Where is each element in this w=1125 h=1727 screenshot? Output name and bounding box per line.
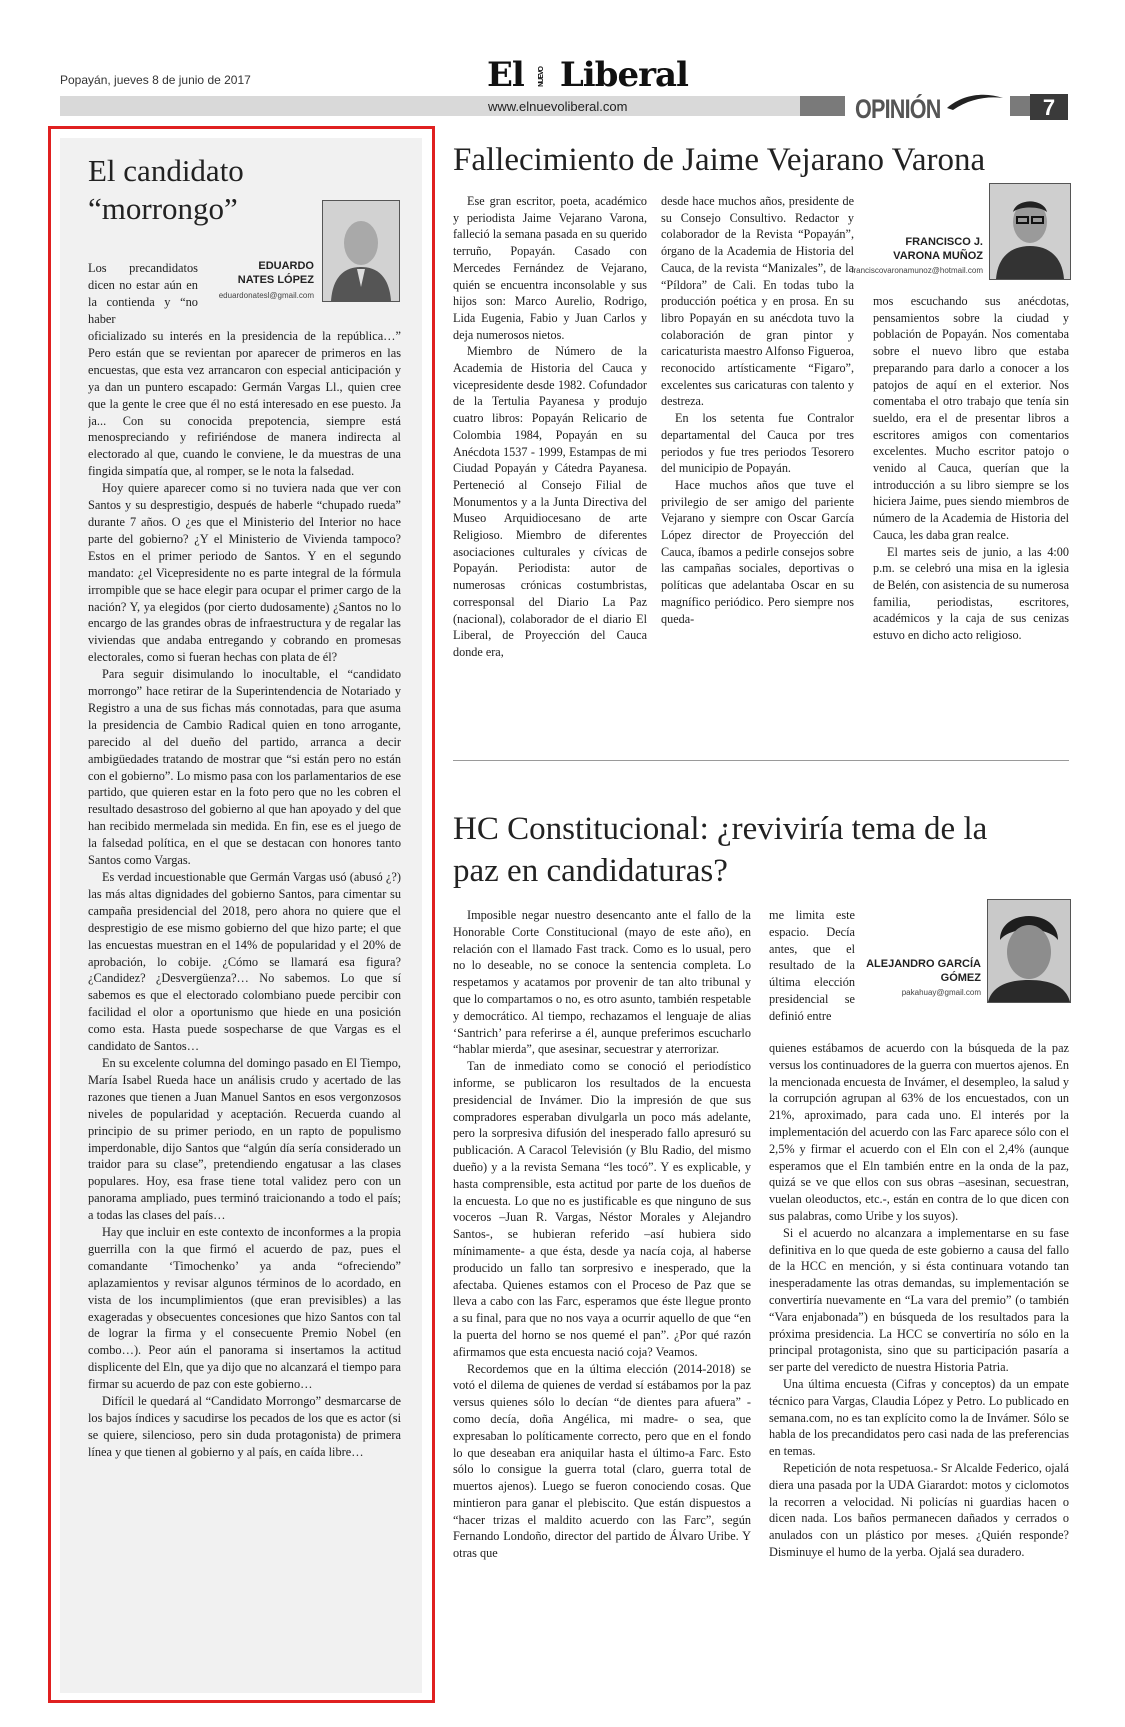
logo-el: El — [487, 55, 524, 95]
bottom-article-title: HC Constitucional: ¿reviviría tema de la paz en candidaturas? — [453, 811, 988, 889]
bottom-article-col2 — [769, 1040, 1069, 1561]
body-paragraph: Hay que incluir en este contexto de inconformes a la propia guerrilla con la que firmó el acuerdo de paz, pues el comandante ‘Timochenko’ ya anda “ofreciendo” aplazamientos y revisar algunos términos de lo acordado, en vista de los incumplimientos (que eran previsibles) a las exageradas y obsecuentes concesiones que hizo Santos con tal de lograr la firma y el consecuente Premio Nobel (en combo…). Peor aún el panorama si insertamos la actitud displicente del Eln, que ya dijo que no alcanzará el tiempo para firmar su acuerdo de paz con este gobierno… — [88, 1225, 401, 1392]
top-article-col1 — [453, 193, 647, 661]
body-paragraph: Repetición de nota respetuosa.- Sr Alcalde Federico, ojalá diera una pasada por la UDA Giarardot: motos y ciclomotos la recorren a velocidad. Ni policías ni guardias hacen o dicen nada. Los baños permanecen dañados y cerrados o anulados con un plástico por meses. ¿Quién responde? Disminuye el humo de la yerba. Ojalá sea duradero. — [769, 1460, 1069, 1559]
top-article-col2 — [661, 193, 854, 627]
author-email-eduardo: eduardonatesl@gmail.com — [218, 291, 314, 300]
body-paragraph: Difícil le quedará al “Candidato Morrongo” desmarcarse de los bajos índices y sacudirse los pecados de los que es actor (si se quiere, silencioso, pero sin duda protagonista) de primera línea y que tienen al gobierno y al país, en caída libre… — [88, 1394, 401, 1459]
logo-nuevo: NUEVO — [537, 67, 545, 87]
top-article-title: Fallecimiento de Jaime Vejarano Varona — [453, 142, 986, 178]
author-photo-francisco — [989, 183, 1071, 280]
left-article-lead — [88, 260, 198, 328]
lead-continued: oficializado su interés en la presidencia de la república…” Pero están que se revientan por aparecer de primeros en las encuestas, que esta vez arrancaron con especial anticipación y ya dan un puntero escapado: Germán Vargas Ll., quien cree que la gente le cree que él no está interesado en ese puesto. Ja ja... Con su conocida prepotencia, siempre está menospreciando y refiriéndose de manera indirecta al electorado al que, cuando le conviene, le da muestras de una fingida simpatía que, al romper, se le nota la falsedad. — [88, 329, 401, 479]
author-name-eduardo — [200, 259, 314, 287]
author-line1: ALEJANDRO GARCÍA — [866, 958, 981, 970]
section-label: OPINIÓN — [855, 94, 941, 124]
author-name-alejandro — [865, 957, 981, 985]
author-name-francisco — [868, 235, 983, 263]
body-paragraph: quienes estábamos de acuerdo con la búsqueda de la paz versus los continuadores de la guerra con muertos ajenos. En la mencionada encuesta de Invámer, el desempleo, la salud y la corrupción agrupan al 63% de los encuestados, con un 21%, aproximado, para cada uno. El interés por la implementación del acuerdo con las Farc aparece sólo con el 2,5% y firmar el acuerdo con el Eln con el 2,4% (aunque esperamos que el Eln también entre en la onda de la paz, quizá se ve que ellos con sus obras –asesinan, secuestran, vuelan oleoductos, etc.-, están en contra de lo que dicen con sus palabras, como Uribe y los suyos). — [769, 1041, 1069, 1223]
author-email-francisco: franciscovaronamunoz@hotmail.com — [851, 266, 983, 275]
body-paragraph: desde hace muchos años, presidente de su Consejo Consultivo. Redactor y colaborador de la Revista “Popayán”, órgano de la Academia de Historia del Cauca, de la revista “Manizales”, de la “Píldora” de Cali. En todas tubo la producción poética y en prosa. En su libro Popayán en su anécdota tuvo la colaboración de gran pintor y caricaturista maestro Alfonso Figueroa, reconocido artísticamente “Figaro”, excelentes sus caricaturas con talento y destreza. — [661, 194, 854, 409]
bottom-article-col1 — [453, 907, 751, 1562]
body-paragraph: Para seguir disimulando lo inocultable, el “candidato morrongo” hace retirar de la Superintendencia de Notariado y Registro a una de sus fichas más connotadas, para que asuma la presidencia de Cambio Radical quien en tono arrogante, parecido al del dueño del partido, arranca a decir ambigüedades tratando de mostrar que “si están pero no están con el gobierno”. Lo mismo pasa con los parlamentarios de ese partido, que quieren estar en la foto pero que no les cobren el resultado desastroso del gobierno al que han apoyado y del que han recibido mermelada sin medida. En fin, ese es el juego de la falsedad política, en el que se destacan con honores tanto Santos como Vargas. — [88, 667, 401, 868]
body-paragraph: Recordemos que en la última elección (2014-2018) se votó el dilema de quienes de verdad sí estábamos por la paz versus quienes sólo lo decían “de dientes para afuera” -como decía, doña Angélica, mi madre- o sea, que expresaban lo políticamente correcto, pero que en el fondo lo que deseaban era aniquilar hasta el último-a Farc. Esto sólo lo consigue la guerra total (claro, guerra total de muertos ajenos). Luego se fueron conociendo cosas. Que mintieron para ganar el plebiscito. Que están dispuestos a “hacer trizas el maldito acuerdo con las Farc”, según Fernando Londoño, director del partido de Álvaro Uribe. Y otras que — [453, 1361, 751, 1561]
issue-date: Popayán, jueves 8 de junio de 2017 — [60, 73, 251, 87]
body-paragraph: Miembro de Número de la Academia de Historia del Cauca y vicepresidente desde 1982. Cofundador de la Tertulia Payanesa y produjo cuatro libros: Popayán Relicario de Colombia 1984, Popayán en su Anécdota 1537 - 1999, Estampas de mi Ciudad Popayán y Cátedra Payanesa. Perteneció al Consejo Filial de Monumentos y a la Junta Directiva del Museo Arquidiocesano de arte Religioso. Miembro de diferentes asociaciones culturales y cívicas de Popayán. Periodista: autor de numerosas crónicas costumbristas, corresponsal del Diario La Paz (nacional), colaborador de el diario El Liberal, de Proyección del Cauca donde era, — [453, 344, 647, 659]
body-paragraph: Ese gran escritor, poeta, académico y periodista Jaime Vejarano Varona, falleció la semana pasada en su querido terruño, Popayán. Casado con Mercedes Fernández de Vejarano, quién se encuentra inconsolable y sus hijos son: Marco Aurelio, Rodrigo, Lida Eugenia, Fabio y Juan Carlos y deja numerosos nietos. — [453, 194, 647, 342]
bottom-article-col2-top — [769, 907, 855, 1025]
author-photo-alejandro — [987, 899, 1071, 1003]
author-email-alejandro: pakahuay@gmail.com — [901, 988, 981, 997]
site-url: www.elnuevoliberal.com — [488, 99, 628, 114]
left-article-body — [88, 328, 401, 1680]
lead-paragraph: Los precandidatos dicen no estar aún en la contienda y “no haber — [88, 261, 198, 327]
page-number: 7 — [1042, 95, 1056, 120]
author-line2: GÓMEZ — [940, 972, 981, 984]
body-paragraph: En su excelente columna del domingo pasado en El Tiempo, María Isabel Rueda hace un análisis crudo y acertado de las razones que tienen a Juan Manuel Santos en esos vergonzosos niveles de popularidad y aceptación. Recuerda cuando al principio de su primer periodo, en un rapto de populismo imperdonable, dijo Santos que “algún día sería considerado un traidor para su clase”, pretendiendo engatusar a las clases populares. Hoy, esa frase tiene total validez pero con un panorama ampliado, pues terminó traicionando a todo el país; a todas las clases del país… — [88, 1055, 401, 1223]
body-paragraph: Una última encuesta (Cifras y conceptos) da un empate técnico para Vargas, Claudia López y Petro. Lo publicado en semana.com, no es tan explícito como la de Invámer. Sólo se habla de los precandidatos pero casi nada de las preferencias en temas. — [769, 1376, 1069, 1459]
author-line1: EDUARDO — [258, 260, 314, 272]
top-article-col3 — [873, 293, 1069, 644]
logo-liberal: Liberal — [559, 55, 688, 95]
newspaper-logo — [487, 55, 688, 95]
body-paragraph: Imposible negar nuestro desencanto ante el fallo de la Honorable Corte Constitucional (mayo de este año), en relación con el llamado Fast track. Como es lo usual, pero no lo deseable, no se conoce la sentencia completa. Lo respetamos y acatamos por provenir de tan alto tribunal y que lo compartamos o no, es otro asunto, también respetable y democrático. Al tiempo, rechazamos el lenguaje de alias ‘Santrich’ para referirse a él, aunque preferimos escucharlo “hablar mierda”, que asesinar, secuestrar y aterrorizar. — [453, 908, 751, 1057]
header-bar — [60, 96, 800, 116]
body-paragraph: Tan de inmediato como se conoció el periodístico informe, se publicaron los resultados de la encuesta presidencial de Invámer. Dio la impresión de que sus compradores esperaban divulgarla un poco más adelante, pero la sorpresiva difusión del inesperado fallo apresuró su publicación. A Caracol Televisión (y Blu Radio, del mismo dueño) y a la revista Semana “les tocó”. Y es explicable, y hasta comprensible, esta actitud por parte de los dueños de la encuesta. Lo que no es justificable es que ninguno de sus voceros –Juan R. Vargas, Néstor Morales y Alejandro Santos-, se hubieran referido –así hubiera sido mínimamente- a que ésta, desde ya nacía coja, al haberse producido un fallo tan sorpresivo e inesperado, que la afectaba. Quienes estamos con el Proceso de Paz que se lleva a cabo con las Farc, esperamos que éste llegue pronto a su final, para que no nos vaya a ocurrir aquello de que “en la puerta del horno se nos quemé el pan”. ¿Por qué razón afirmamos que esta encuesta nació coja? Veamos. — [453, 1059, 751, 1359]
body-paragraph: Hace muchos años que tuve el privilegio de ser amigo del pariente Vejarano y siempre con Oscar García López director de Proyección del Cauca, íbamos a pedirle consejos sobre las campañas sociales, deportivas o políticas que adelantaba Oscar en su magnífico periódico. Pero siempre nos queda- — [661, 477, 854, 626]
body-paragraph: mos escuchando sus anécdotas, pensamientos sobre la ciudad y población de Popayán. Nos comentaba sobre el nuevo libro que estaba preparando para darlo a conocer a los patojos de aquí en el exterior. Nos comentaba el otro trabajo que tenía sin sueldo, era el de presentar libros a escritores amigos con comentarios excelentes. Mucho escritor patojo o venido al Cauca, querían que la introducción a su libro siempre se los hiciera Jaime, pues siendo miembros de número de la Academia de Historia del Cauca, les daba gran realce. — [873, 294, 1069, 542]
author-photo-eduardo — [322, 200, 400, 302]
body-paragraph: Es verdad incuestionable que Germán Vargas usó (abusó ¿?) las más altas dignidades del gobierno Santos, para cimentar su campaña presidencial del 2018, pero ahora no quiere que el desprestigio de ese mismo gobierno del que hizo parte; el que las encuestas muestran en el 14% de popularidad y el 20% de aprobación, lo cobije. ¿Cómo se llamará esa figura? ¿Candidez? ¿Desvergüenza?… No sabemos. Lo que sí sabemos es que el electorado colombiano puede percibir con facilidad el olor a oportunismo que hiede en una posición como esta. Hasta puede sospecharse de que Vargas es el candidato de Santos… — [88, 870, 401, 1054]
body-paragraph: El martes seis de junio, a las 4:00 p.m. se celebró una misa en la iglesia de Belén, con asistencia de su numerosa familia, periodistas, escritores, académicos y la caja de sus cenizas estuvo en dicho acto religioso. — [873, 544, 1069, 643]
author-line1: FRANCISCO J. — [905, 236, 983, 248]
body-paragraph: me limita este espacio. Decía antes, que el resultado de la última elección presidencial se definió entre — [769, 908, 855, 1023]
body-paragraph: En los setenta fue Contralor departamental del Cauca por tres periodos y fue tres periodos Tesorero del municipio de Popayán. — [661, 411, 854, 476]
article-divider — [453, 760, 1069, 761]
swoosh-icon — [945, 90, 1005, 112]
left-article-title: El candidato “morrongo” — [88, 153, 244, 226]
body-paragraph: Hoy quiere aparecer como si no tuviera nada que ver con Santos y su desprestigio, después de haberle “chupado rueda” durante 7 años. O ¿es que el Ministerio del Interior no hace parte del gobierno? ¿Y el Ministerio de Vivienda tampoco? Estos en el primer periodo de Santos. Y en el segundo mandato: ¿el Vicepresidente no es parte integral de la fórmula irrompible que se hace elegir para ocupar el primer cargo de la nación? Y, ya elegidos (por cierto dudosamente) ¿Santos no lo encargo de las grandes obras de infraestructura y de regalar las viviendas que andaba entregando y cobrando en promesas electorales, como si fueran hechas con plata de él? — [88, 481, 401, 665]
body-paragraph: Si el acuerdo no alcanzara a implementarse en su fase definitiva en lo que queda de este gobierno a causa del fallo de la HCC en mención, y si ésta continuara votando tan inesperadamente las otras demandas, su implementación se convertiría nuevamente en “La vara del premio” (o también “Vara enjabonada”) en búsqueda de los resultados para la próxima presidencia. La HCC se convertiría no sólo en la principal protagonista, sino que su participación pasaría a ser parte del veredicto de nuestra Historia Patria. — [769, 1225, 1069, 1375]
author-line2: NATES LÓPEZ — [237, 274, 314, 286]
author-line2: VARONA MUÑOZ — [893, 250, 983, 262]
